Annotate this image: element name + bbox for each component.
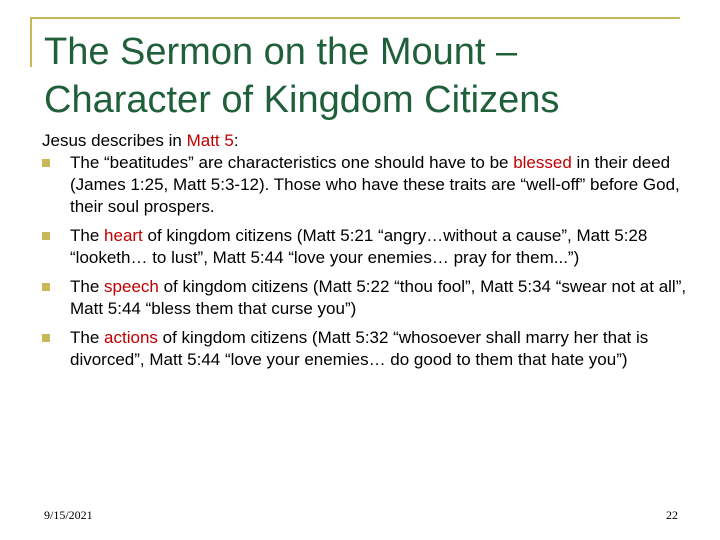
slide-title	[44, 28, 684, 124]
bullet-highlight: blessed	[513, 153, 572, 172]
intro-suffix: :	[233, 131, 239, 150]
square-bullet-icon	[42, 159, 50, 167]
bullet-speech	[42, 276, 692, 320]
intro-reference: Matt 5	[186, 131, 234, 150]
frame-left-line	[30, 17, 32, 67]
bullet-text: of kingdom citizens (Matt 5:32 “whosoever shall marry her that is divorced”, Matt 5:44 “love your enemies… do good to them that hate you”)	[70, 328, 649, 369]
bullet-heart	[42, 225, 692, 269]
bullet-actions	[42, 327, 692, 371]
bullet-highlight: heart	[104, 226, 143, 245]
bullet-list	[42, 152, 692, 371]
intro-prefix: Jesus describes in	[42, 131, 187, 150]
bullet-text: in their deed (James 1:25, Matt 5:3-12). Those who have these traits are “well-off” before God, their soul prospers.	[70, 153, 680, 216]
slide-body	[42, 130, 692, 378]
bullet-text: of kingdom citizens (Matt 5:22 “thou fool”, Matt 5:34 “swear not at all”, Matt 5:44 “bless them that curse you”)	[70, 277, 687, 318]
intro-text	[42, 130, 692, 152]
square-bullet-icon	[42, 232, 50, 240]
bullet-highlight: speech	[104, 277, 159, 296]
square-bullet-icon	[42, 283, 50, 291]
bullet-text: The	[70, 226, 105, 245]
square-bullet-icon	[42, 334, 50, 342]
bullet-beatitudes	[42, 152, 692, 218]
bullet-text: of kingdom citizens (Matt 5:21 “angry…without a cause”, Matt 5:28 “looketh… to lust”, Matt 5:44 “love your enemies… pray for them...”)	[70, 226, 648, 267]
bullet-text: The	[70, 328, 105, 347]
bullet-text: The	[70, 277, 105, 296]
footer-date: 9/15/2021	[44, 508, 93, 522]
page-number: 22	[666, 508, 678, 522]
frame-top-line	[30, 17, 680, 19]
bullet-highlight: actions	[104, 328, 158, 347]
title-line-2: Character of Kingdom Citizens	[44, 79, 560, 121]
bullet-text: The “beatitudes” are characteristics one should have to be	[70, 153, 514, 172]
title-line-1: The Sermon on the Mount –	[44, 31, 518, 73]
